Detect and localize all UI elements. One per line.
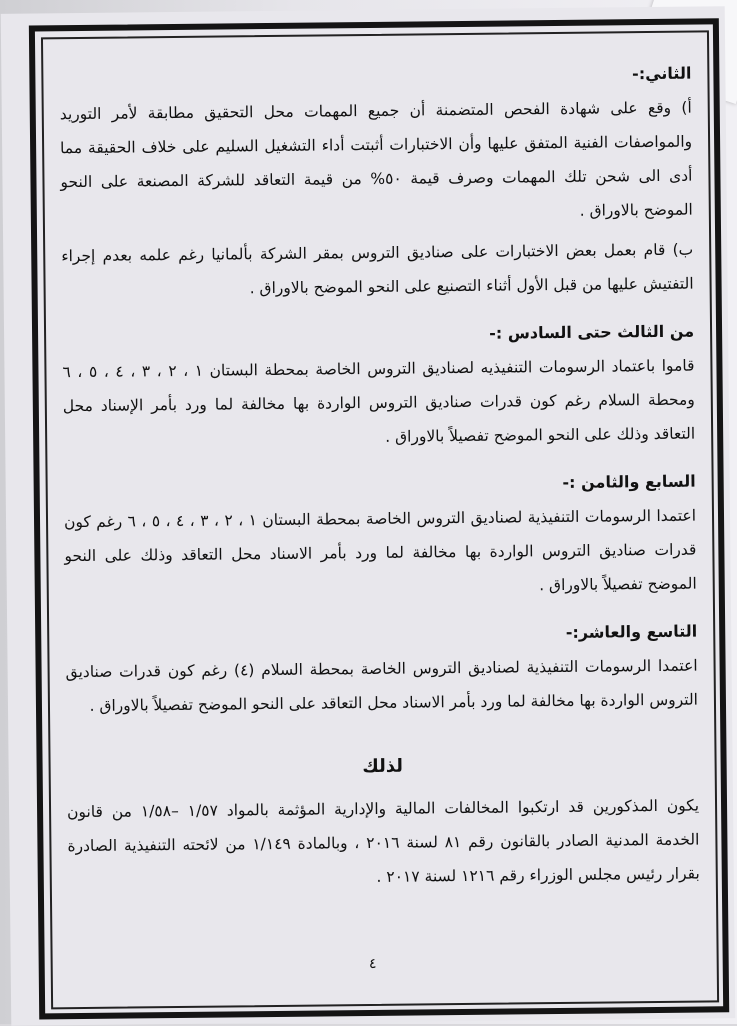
paragraph: أ) وقع على شهادة الفحص المتضمنة أن جميع المهمات محل التحقيق مطابقة لأمر التوريد والمواصفات الفنية المتفق عليها وأن الاختبارات أثبتت أداء التشغيل السليم على خلاف الحقيقة مما أدى الى شحن تلك المهمات وصرف قيمة ٥٠% من قيمة التعاقد للشركة المصنعة على النحو الموضح بالاوراق . — [59, 98, 693, 220]
section-third-to-sixth — [62, 315, 695, 458]
section-heading: من الثالث حتى السادس :- — [489, 321, 695, 343]
conclusion-title: لذلك — [362, 755, 404, 778]
paragraph: اعتمدا الرسومات التنفيذية لصناديق التروس الخاصة بمحطة البستان ١ ، ٢ ، ٣ ، ٤ ، ٥ ، ٦ رغم كون قدرات صناديق التروس الواردة بها مخالفة لما ورد بأمر الاسناد محل التعاقد وذلك على النحو الموضح تفصيلاً بالاوراق . — [63, 506, 697, 595]
paragraph: اعتمدا الرسومات التنفيذية لصناديق التروس الخاصة بمحطة السلام (٤) رغم كون قدرات صناديق التروس الواردة بها مخالفة لما ورد بأمر الاسناد محل التعاقد على النحو الموضح تفصيلاً بالاوراق . — [65, 656, 699, 715]
section-second — [59, 57, 694, 308]
document-body — [59, 57, 701, 986]
page-number: ٤ — [368, 955, 377, 973]
section-heading: الثاني:- — [632, 63, 692, 84]
section-heading: التاسع والعاشر:- — [565, 621, 698, 642]
section-heading: السابع والثامن :- — [562, 471, 696, 492]
paragraph: قاموا باعتماد الرسومات التنفيذيه لصناديق التروس الخاصة بمحطة البستان ١ ، ٢ ، ٣ ، ٤ ، ٥ ، ٦ ومحطة السلام رغم كون قدرات صناديق التروس الواردة بها مخالفة لما ورد بأمر الإسناد محل التعاقد وذلك على النحو الموضح تفصيلاً بالاوراق . — [62, 356, 696, 446]
section-ninth-tenth — [65, 615, 698, 724]
section-seventh-eighth — [64, 465, 697, 608]
paragraph: ب) قام بعمل بعض الاختبارات على صناديق التروس بمقر الشركة بألمانيا رغم علمه بعدم إجراء التفتيش عليها من قبل الأول أثناء التصنيع على النحو الموضح بالاوراق . — [61, 240, 694, 298]
conclusion-paragraph: يكون المذكورين قد ارتكبوا المخالفات المالية والإدارية المؤثمة بالمواد ١/٥٧ –١/٥٨ من قانون الخدمة المدنية الصادر بالقانون رقم ٨١ لسنة ٢٠١٦ ، وبالمادة ١/١٤٩ من لائحته التنفيذية الصادرة بقرار رئيس مجلس الوزراء رقم ١٢١٦ لسنة ٢٠١٧ . — [66, 796, 700, 886]
document-page — [1, 6, 736, 1026]
